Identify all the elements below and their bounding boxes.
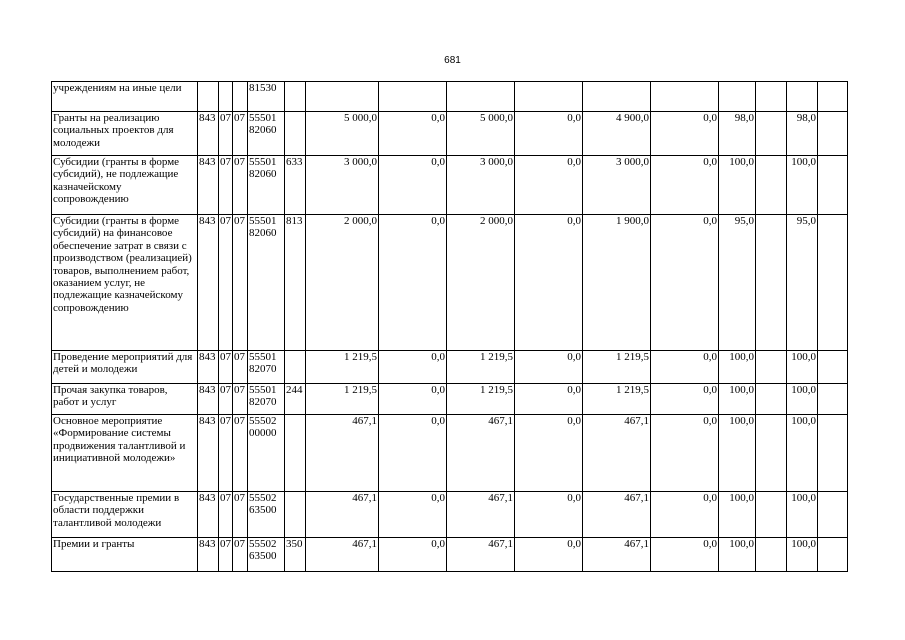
ved-code-cell: 843	[198, 415, 219, 492]
target-article-cell: 55501 82060	[248, 215, 285, 351]
col8-cell	[756, 112, 787, 156]
section-code-cell: 07	[219, 415, 233, 492]
percent-col7-cell: 100,0	[719, 492, 756, 538]
percent-col7-cell: 100,0	[719, 351, 756, 384]
expense-type-cell	[285, 112, 306, 156]
target-article-cell: 55501 82070	[248, 351, 285, 384]
approved-amount-cell: 467,1	[306, 538, 379, 572]
amount-col3-cell: 467,1	[447, 538, 515, 572]
table-row	[52, 538, 848, 572]
executed-amount-cell: 467,1	[583, 538, 651, 572]
row-name-cell: Премии и гранты	[52, 538, 198, 572]
ved-code-cell: 843	[198, 215, 219, 351]
amount-col4-cell: 0,0	[515, 384, 583, 415]
expense-type-cell: 244	[285, 384, 306, 415]
amount-col3-cell: 467,1	[447, 415, 515, 492]
percent-col7-cell: 100,0	[719, 384, 756, 415]
section-code-cell: 07	[219, 492, 233, 538]
approved-amount-cell: 2 000,0	[306, 215, 379, 351]
amount-col2-cell: 0,0	[379, 112, 447, 156]
executed-amount-cell: 1 900,0	[583, 215, 651, 351]
subsection-code-cell: 07	[233, 215, 248, 351]
target-article-cell: 55502 63500	[248, 492, 285, 538]
subsection-code-cell: 07	[233, 492, 248, 538]
percent-col9-cell: 100,0	[787, 156, 818, 215]
subsection-code-cell	[233, 82, 248, 112]
section-code-cell	[219, 82, 233, 112]
table-row	[52, 156, 848, 215]
target-article-cell: 55502 63500	[248, 538, 285, 572]
section-code-cell: 07	[219, 351, 233, 384]
row-name-cell: Субсидии (гранты в форме субсидий) на финансовое обеспечение затрат в связи с производством (реализацией) товаров, выполнением работ, оказанием услуг, не подлежащие казначейскому сопровождению	[52, 215, 198, 351]
section-code-cell: 07	[219, 156, 233, 215]
executed-amount-cell: 3 000,0	[583, 156, 651, 215]
amount-col2-cell: 0,0	[379, 415, 447, 492]
row-name-cell: Проведение мероприятий для детей и молодежи	[52, 351, 198, 384]
col10-cell	[818, 215, 848, 351]
table-row	[52, 384, 848, 415]
col10-cell	[818, 492, 848, 538]
col10-cell	[818, 384, 848, 415]
percent-col9-cell	[787, 82, 818, 112]
approved-amount-cell: 467,1	[306, 492, 379, 538]
percent-col7-cell: 100,0	[719, 156, 756, 215]
executed-amount-cell: 4 900,0	[583, 112, 651, 156]
amount-col4-cell: 0,0	[515, 351, 583, 384]
amount-col3-cell: 1 219,5	[447, 351, 515, 384]
approved-amount-cell: 1 219,5	[306, 384, 379, 415]
amount-col2-cell: 0,0	[379, 384, 447, 415]
target-article-cell: 55501 82060	[248, 156, 285, 215]
percent-col9-cell: 100,0	[787, 492, 818, 538]
col10-cell	[818, 351, 848, 384]
subsection-code-cell: 07	[233, 538, 248, 572]
amount-col6-cell	[651, 82, 719, 112]
amount-col4-cell: 0,0	[515, 156, 583, 215]
amount-col6-cell: 0,0	[651, 384, 719, 415]
expense-type-cell	[285, 492, 306, 538]
ved-code-cell	[198, 82, 219, 112]
approved-amount-cell: 1 219,5	[306, 351, 379, 384]
row-name-cell: Субсидии (гранты в форме субсидий), не подлежащие казначейскому сопровождению	[52, 156, 198, 215]
col8-cell	[756, 215, 787, 351]
percent-col9-cell: 98,0	[787, 112, 818, 156]
percent-col7-cell: 95,0	[719, 215, 756, 351]
budget-table-body	[52, 82, 848, 572]
percent-col9-cell: 100,0	[787, 538, 818, 572]
amount-col2-cell: 0,0	[379, 538, 447, 572]
amount-col6-cell: 0,0	[651, 112, 719, 156]
approved-amount-cell	[306, 82, 379, 112]
expense-type-cell	[285, 415, 306, 492]
amount-col6-cell: 0,0	[651, 538, 719, 572]
executed-amount-cell: 467,1	[583, 415, 651, 492]
expense-type-cell: 350	[285, 538, 306, 572]
amount-col3-cell	[447, 82, 515, 112]
row-name-cell: Прочая закупка товаров, работ и услуг	[52, 384, 198, 415]
subsection-code-cell: 07	[233, 156, 248, 215]
executed-amount-cell: 467,1	[583, 492, 651, 538]
amount-col4-cell: 0,0	[515, 215, 583, 351]
budget-table	[51, 81, 848, 572]
expense-type-cell: 813	[285, 215, 306, 351]
amount-col2-cell: 0,0	[379, 492, 447, 538]
col10-cell	[818, 538, 848, 572]
table-row	[52, 351, 848, 384]
col8-cell	[756, 538, 787, 572]
table-row	[52, 215, 848, 351]
row-name-cell: Основное мероприятие «Формирование системы продвижения талантливой и инициативной молодежи»	[52, 415, 198, 492]
amount-col3-cell: 3 000,0	[447, 156, 515, 215]
executed-amount-cell: 1 219,5	[583, 384, 651, 415]
amount-col2-cell: 0,0	[379, 156, 447, 215]
approved-amount-cell: 467,1	[306, 415, 379, 492]
amount-col4-cell: 0,0	[515, 492, 583, 538]
percent-col7-cell: 100,0	[719, 538, 756, 572]
amount-col2-cell	[379, 82, 447, 112]
row-name-cell: учреждениям на иные цели	[52, 82, 198, 112]
amount-col4-cell: 0,0	[515, 415, 583, 492]
amount-col6-cell: 0,0	[651, 351, 719, 384]
target-article-cell: 55501 82070	[248, 384, 285, 415]
percent-col9-cell: 100,0	[787, 351, 818, 384]
col8-cell	[756, 384, 787, 415]
table-row	[52, 112, 848, 156]
table-row	[52, 415, 848, 492]
percent-col9-cell: 95,0	[787, 215, 818, 351]
target-article-cell: 81530	[248, 82, 285, 112]
percent-col7-cell: 100,0	[719, 415, 756, 492]
col10-cell	[818, 156, 848, 215]
page-number: 681	[444, 55, 461, 66]
approved-amount-cell: 5 000,0	[306, 112, 379, 156]
row-name-cell: Гранты на реализацию социальных проектов для молодежи	[52, 112, 198, 156]
percent-col7-cell	[719, 82, 756, 112]
amount-col3-cell: 467,1	[447, 492, 515, 538]
executed-amount-cell	[583, 82, 651, 112]
ved-code-cell: 843	[198, 538, 219, 572]
target-article-cell: 55502 00000	[248, 415, 285, 492]
amount-col3-cell: 5 000,0	[447, 112, 515, 156]
amount-col2-cell: 0,0	[379, 351, 447, 384]
table-row	[52, 82, 848, 112]
amount-col4-cell: 0,0	[515, 112, 583, 156]
percent-col9-cell: 100,0	[787, 384, 818, 415]
table-row	[52, 492, 848, 538]
col10-cell	[818, 415, 848, 492]
ved-code-cell: 843	[198, 492, 219, 538]
amount-col4-cell: 0,0	[515, 538, 583, 572]
ved-code-cell: 843	[198, 384, 219, 415]
row-name-cell: Государственные премии в области поддержки талантливой молодежи	[52, 492, 198, 538]
amount-col6-cell: 0,0	[651, 156, 719, 215]
amount-col2-cell: 0,0	[379, 215, 447, 351]
col10-cell	[818, 112, 848, 156]
subsection-code-cell: 07	[233, 415, 248, 492]
expense-type-cell: 633	[285, 156, 306, 215]
section-code-cell: 07	[219, 384, 233, 415]
expense-type-cell	[285, 351, 306, 384]
col8-cell	[756, 156, 787, 215]
col8-cell	[756, 351, 787, 384]
col10-cell	[818, 82, 848, 112]
amount-col6-cell: 0,0	[651, 415, 719, 492]
executed-amount-cell: 1 219,5	[583, 351, 651, 384]
col8-cell	[756, 492, 787, 538]
subsection-code-cell: 07	[233, 384, 248, 415]
ved-code-cell: 843	[198, 112, 219, 156]
subsection-code-cell: 07	[233, 351, 248, 384]
col8-cell	[756, 415, 787, 492]
amount-col4-cell	[515, 82, 583, 112]
approved-amount-cell: 3 000,0	[306, 156, 379, 215]
target-article-cell: 55501 82060	[248, 112, 285, 156]
subsection-code-cell: 07	[233, 112, 248, 156]
amount-col3-cell: 1 219,5	[447, 384, 515, 415]
percent-col7-cell: 98,0	[719, 112, 756, 156]
percent-col9-cell: 100,0	[787, 415, 818, 492]
section-code-cell: 07	[219, 538, 233, 572]
col8-cell	[756, 82, 787, 112]
amount-col6-cell: 0,0	[651, 215, 719, 351]
amount-col3-cell: 2 000,0	[447, 215, 515, 351]
ved-code-cell: 843	[198, 156, 219, 215]
expense-type-cell	[285, 82, 306, 112]
section-code-cell: 07	[219, 215, 233, 351]
ved-code-cell: 843	[198, 351, 219, 384]
section-code-cell: 07	[219, 112, 233, 156]
amount-col6-cell: 0,0	[651, 492, 719, 538]
